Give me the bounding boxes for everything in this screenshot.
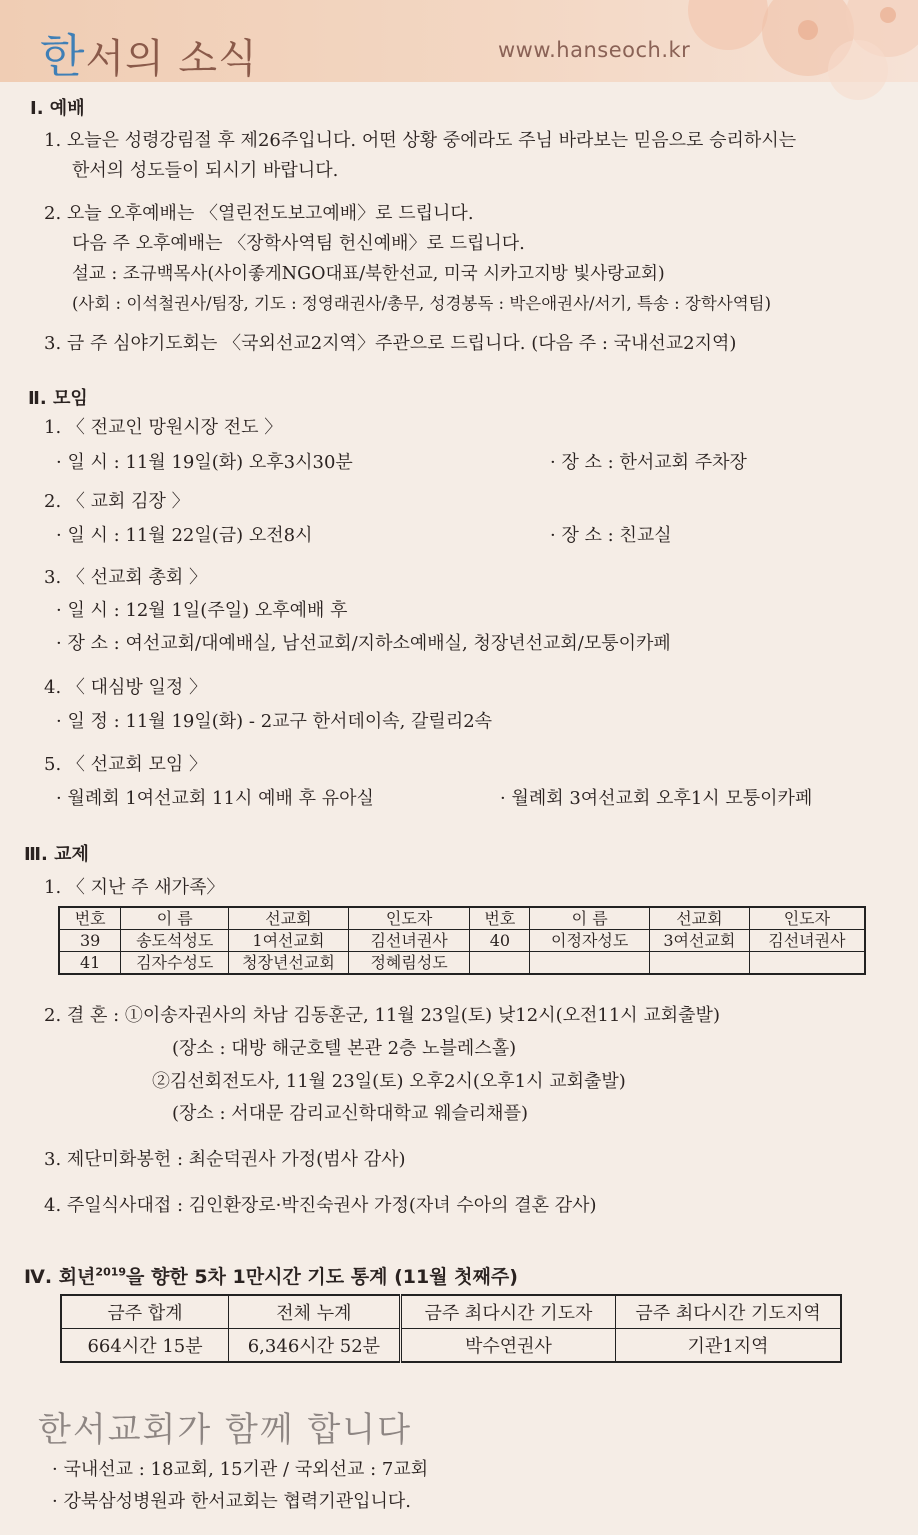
table-header-cell: 인도자 (749, 907, 865, 930)
wedding-line4: (장소 : 서대문 감리교신학대학교 웨슬리채플) (172, 1103, 528, 1124)
sunday-meal: 4. 주일식사대접 : 김인환장로·박진숙권사 가정(자녀 수아의 결혼 감사) (44, 1195, 597, 1216)
meeting5-item-a: · 월례회 1여선교회 11시 예배 후 유아실 (56, 788, 374, 809)
newcomers-table (58, 906, 866, 975)
table-cell: 정혜림성도 (348, 952, 470, 975)
table-header-cell: 번호 (59, 907, 121, 930)
table-header-cell: 이 름 (530, 907, 650, 930)
flower-decoration-icon (658, 0, 918, 100)
meeting1-place: · 장 소 : 한서교회 주차장 (550, 452, 747, 473)
section-prayer-title (24, 1262, 518, 1289)
worship-item2-line2: 다음 주 오후예배는 〈장학사역팀 헌신예배〉로 드립니다. (72, 233, 525, 254)
newcomers-table-header (59, 907, 865, 930)
table-cell: 39 (59, 930, 121, 952)
worship-item3: 3. 금 주 심야기도회는 〈국외선교2지역〉주관으로 드립니다. (다음 주 : 국내선교2지역) (44, 333, 737, 354)
stats-header-cell: 전체 누계 (229, 1295, 401, 1329)
table-cell: 3여선교회 (650, 930, 750, 952)
meeting5-item-b: · 월례회 3여선교회 오후1시 모퉁이카페 (500, 788, 813, 809)
table-cell: 김선녀권사 (348, 930, 470, 952)
section-fellowship-title: Ⅲ. 교제 (24, 844, 89, 865)
stats-value-cell: 기관1지역 (616, 1329, 841, 1363)
table-header-cell: 인도자 (348, 907, 470, 930)
worship-item2-line3: 설교 : 조규백목사(사이좋게NGO대표/북한선교, 미국 시카고지방 빛사랑교회) (72, 264, 665, 284)
stats-header-cell: 금주 합계 (61, 1295, 229, 1329)
prayer-stats-values (61, 1329, 841, 1363)
table-cell: 청장년선교회 (229, 952, 349, 975)
stats-value-cell: 박수연권사 (400, 1329, 615, 1363)
stats-value-cell: 6,346시간 52분 (229, 1329, 401, 1363)
wedding-line3: ②김선회전도사, 11월 23일(토) 오후2시(오후1시 교회출발) (152, 1071, 626, 1092)
table-header-cell: 이 름 (121, 907, 229, 930)
meeting1-title: 1. 〈 전교인 망원시장 전도 〉 (44, 417, 283, 438)
wedding-line1: 2. 결 혼 : ①이송자권사의 차남 김동훈군, 11월 23일(토) 낮12시(오전11시 교회출발) (44, 1005, 720, 1026)
table-header-cell: 선교회 (229, 907, 349, 930)
table-cell (749, 952, 865, 975)
table-cell (530, 952, 650, 975)
meeting2-title: 2. 〈 교회 김장 〉 (44, 491, 190, 512)
table-cell: 41 (59, 952, 121, 975)
stats-value-cell: 664시간 15분 (61, 1329, 229, 1363)
stats-header-cell: 금주 최다시간 기도지역 (616, 1295, 841, 1329)
table-header-cell: 선교회 (650, 907, 750, 930)
table-row (59, 930, 865, 952)
meeting4-schedule: · 일 정 : 11월 19일(화) - 2교구 한서데이속, 갈릴리2속 (56, 711, 493, 732)
table-cell: 송도석성도 (121, 930, 229, 952)
prayer-stats-table (60, 1294, 842, 1363)
table-row (59, 952, 865, 975)
prayer-title-pre: Ⅳ. 회년 (24, 1266, 96, 1288)
table-header-cell: 번호 (470, 907, 530, 930)
table-cell: 40 (470, 930, 530, 952)
meeting3-place: · 장 소 : 여선교회/대예배실, 남선교회/지하소예배실, 청장년선교회/모퉁이카페 (56, 633, 671, 654)
section-meetings-title: Ⅱ. 모임 (28, 388, 88, 409)
brand-first-char: 한 (40, 29, 86, 83)
table-cell: 1여선교회 (229, 930, 349, 952)
table-cell: 김선녀권사 (749, 930, 865, 952)
prayer-title-post: 을 향한 5차 1만시간 기도 통계 (11월 첫째주) (126, 1266, 518, 1288)
brand-rest: 서의 소식 (85, 36, 258, 82)
closing-line1: · 국내선교 : 18교회, 15기관 / 국외선교 : 7교회 (52, 1459, 429, 1480)
table-cell: 김자수성도 (121, 952, 229, 975)
meeting4-title: 4. 〈 대심방 일정 〉 (44, 677, 207, 698)
worship-item1-line2: 한서의 성도들이 되시기 바랍니다. (72, 160, 339, 181)
meeting2-time: · 일 시 : 11월 22일(금) 오전8시 (56, 525, 313, 546)
meeting5-title: 5. 〈 선교회 모임 〉 (44, 754, 207, 775)
section-worship-title: Ⅰ. 예배 (30, 98, 85, 119)
altar-flowers: 3. 제단미화봉헌 : 최순덕권사 가정(범사 감사) (44, 1149, 406, 1170)
worship-item2-line1: 2. 오늘 오후예배는 〈열린전도보고예배〉로 드립니다. (44, 203, 474, 224)
closing-slogan: 한서교회가 함께 합니다 (38, 1410, 413, 1450)
meeting2-place: · 장 소 : 친교실 (550, 525, 672, 546)
worship-item2-line4: (사회 : 이석철권사/팀장, 기도 : 정영래권사/총무, 성경봉독 : 박은애권사/서기, 특송 : 장학사역팀) (72, 294, 772, 313)
table-cell (470, 952, 530, 975)
prayer-stats-header (61, 1295, 841, 1329)
meeting1-time: · 일 시 : 11월 19일(화) 오후3시30분 (56, 452, 353, 473)
closing-line2: · 강북삼성병원과 한서교회는 협력기관입니다. (52, 1491, 411, 1512)
newcomers-title: 1. 〈 지난 주 새가족〉 (44, 877, 225, 898)
worship-item1-line1: 1. 오늘은 성령강림절 후 제26주입니다. 어떤 상황 중에라도 주님 바라보는 믿음으로 승리하시는 (44, 130, 797, 151)
church-url[interactable]: www.hanseoch.kr (498, 38, 691, 62)
newsletter-title (40, 20, 258, 86)
wedding-line2: (장소 : 대방 해군호텔 본관 2층 노블레스홀) (172, 1038, 517, 1059)
meeting3-title: 3. 〈 선교회 총회 〉 (44, 567, 207, 588)
table-cell: 이정자성도 (530, 930, 650, 952)
table-cell (650, 952, 750, 975)
meeting3-time: · 일 시 : 12월 1일(주일) 오후예배 후 (56, 600, 348, 621)
prayer-title-year: 2019 (95, 1265, 127, 1279)
stats-header-cell: 금주 최다시간 기도자 (400, 1295, 615, 1329)
